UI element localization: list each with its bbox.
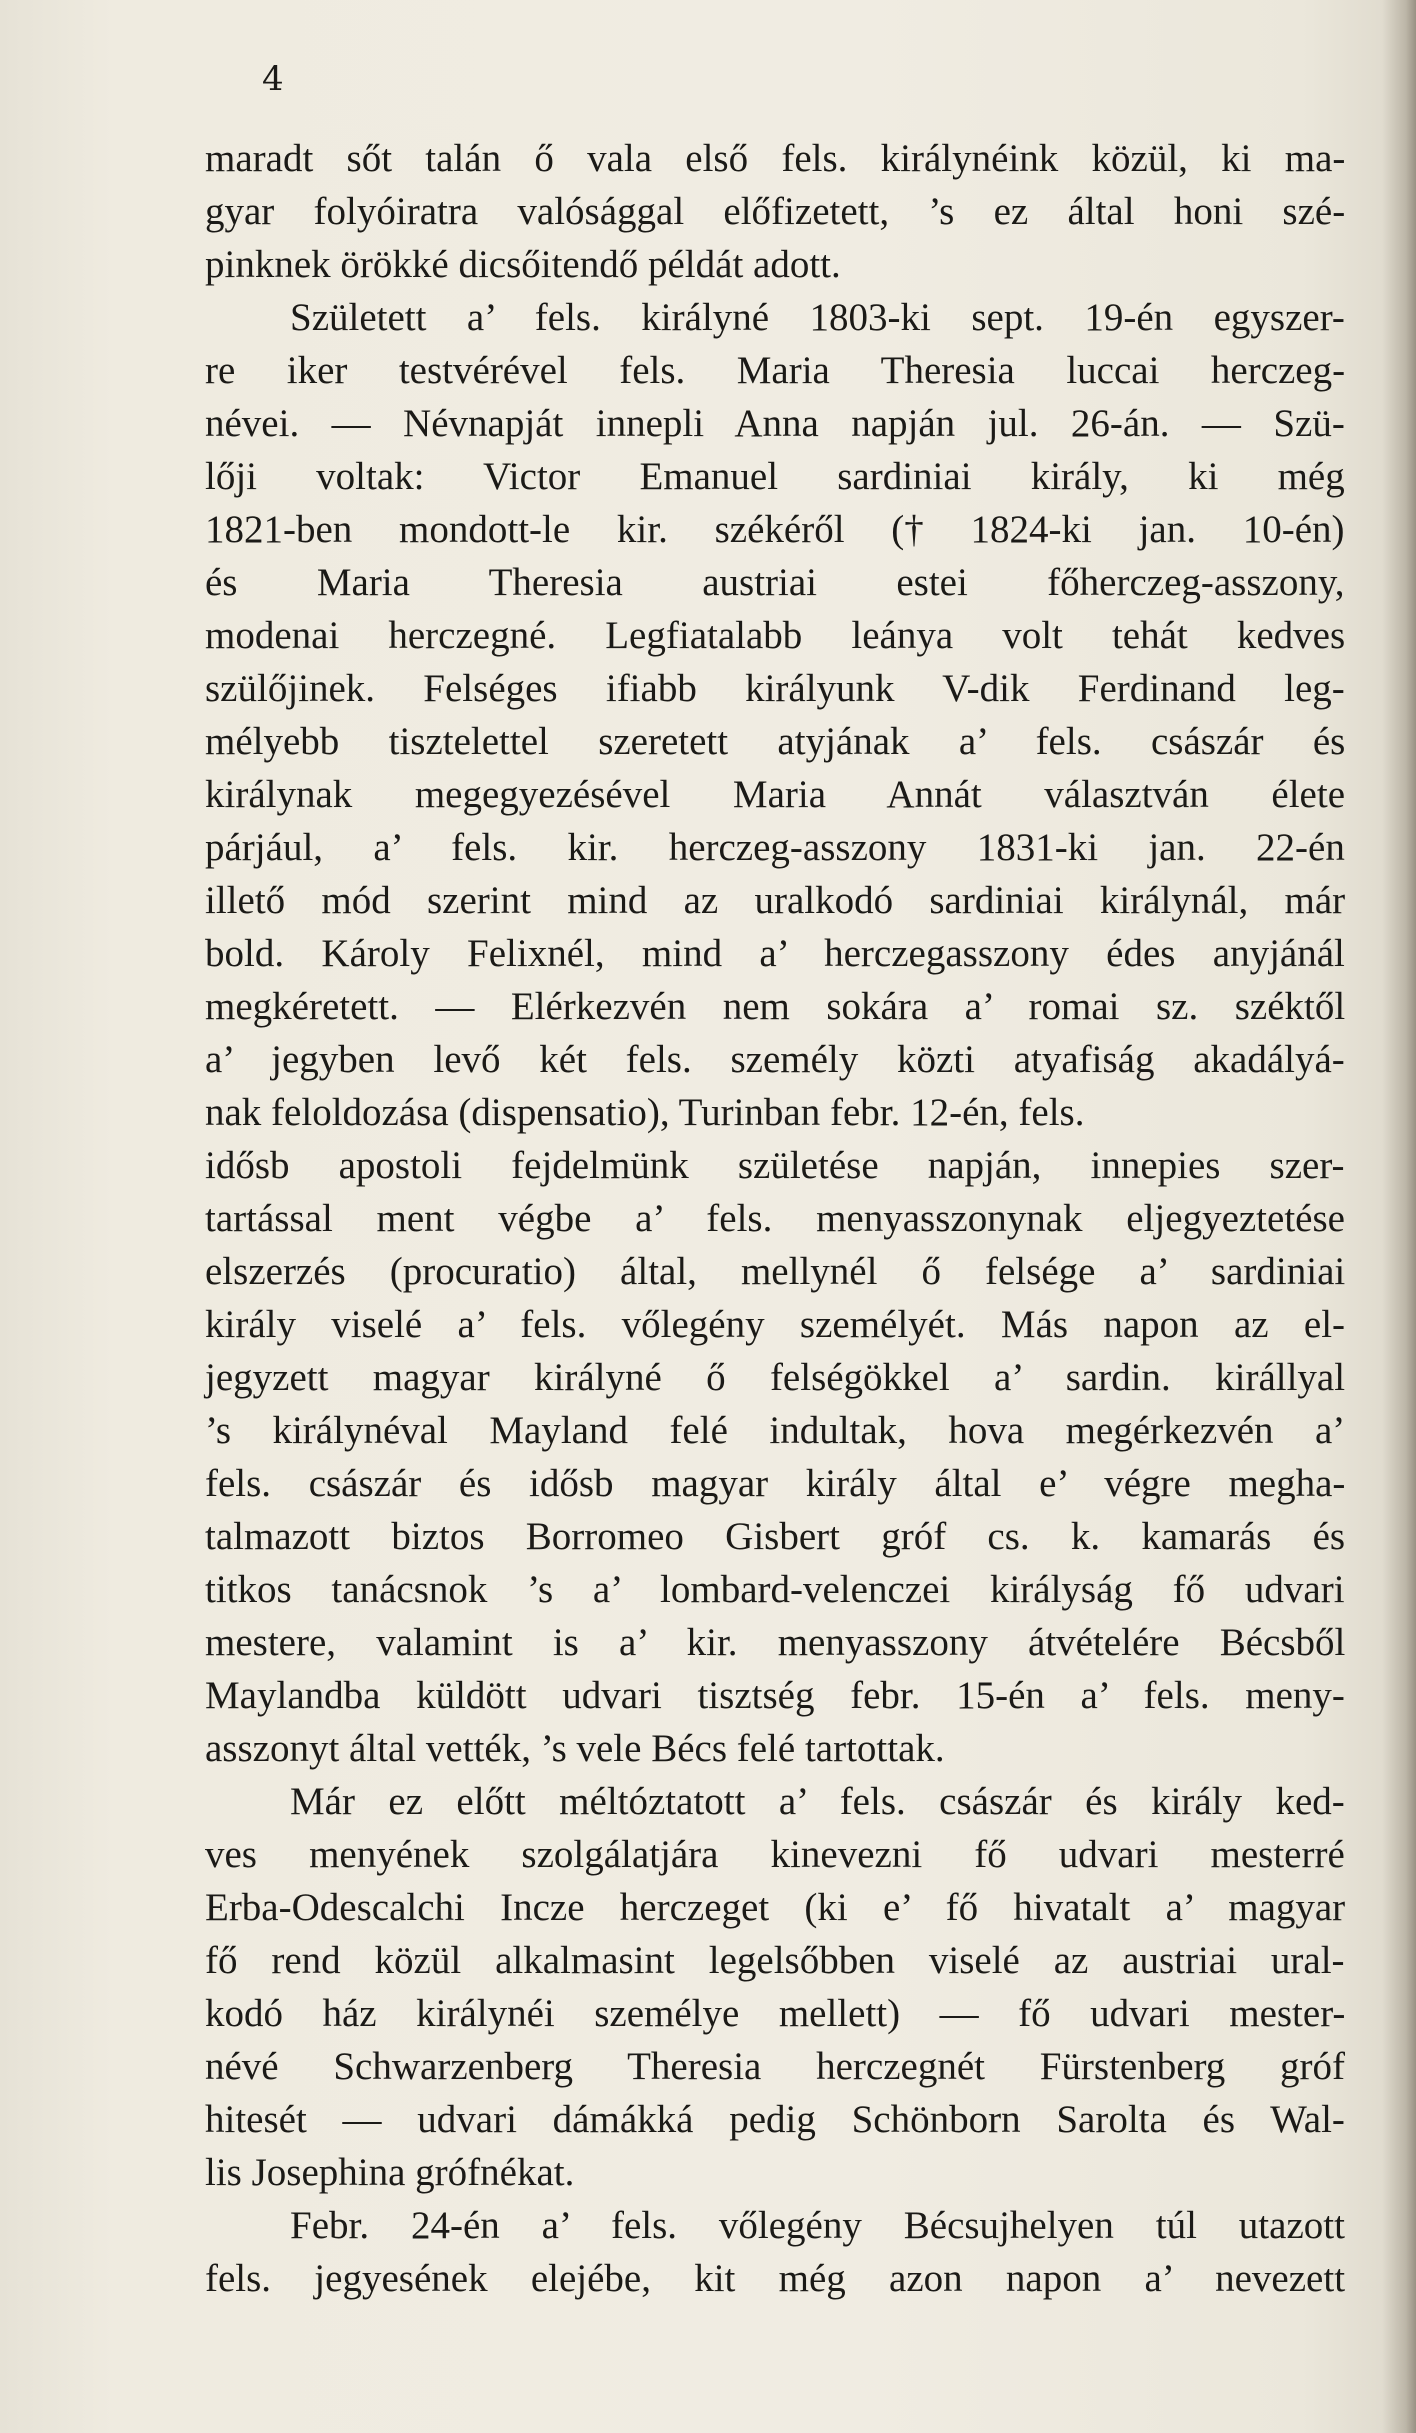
- text-line: idősb apostoli fejdelmünk születése napján, innepies szer-: [205, 1144, 1345, 1187]
- text-line: pinknek örökké dicsőitendő példát adott.: [205, 243, 841, 286]
- text-line: mélyebb tisztelettel szeretett atyjának a’ fels. császár és: [205, 720, 1346, 763]
- text-line: asszonyt által vették, ’s vele Bécs felé tartottak.: [205, 1727, 945, 1770]
- text-line: nak feloldozása (dispensatio), Turinban febr. 12-én, fels.: [205, 1091, 1085, 1134]
- text-line: Született a’ fels. királyné 1803-ki sept. 19-én egyszer-: [290, 296, 1345, 339]
- text-line: mestere, valamint is a’ kir. menyasszony átvételére Bécsből: [205, 1621, 1346, 1664]
- text-line: párjául, a’ fels. kir. herczeg-asszony 1831-ki jan. 22-én: [205, 826, 1345, 869]
- text-line: Maylandba küldött udvari tisztség febr. 15-én a’ fels. meny-: [205, 1674, 1345, 1717]
- text-line: Febr. 24-én a’ fels. vőlegény Bécsujhelyen túl utazott: [290, 2204, 1345, 2247]
- text-line: ves menyének szolgálatjára kinevezni fő udvari mesterré: [205, 1833, 1345, 1876]
- text-line: megkéretett. — Elérkezvén nem sokára a’ romai sz. széktől: [205, 985, 1346, 1028]
- text-line: 1821-ben mondott-le kir. székéről († 1824-ki jan. 10-én): [205, 508, 1345, 551]
- text-line: fő rend közül alkalmasint legelsőbben viselé az austriai ural-: [205, 1939, 1345, 1982]
- text-line: király viselé a’ fels. vőlegény személyét. Más napon az el-: [205, 1303, 1346, 1346]
- text-line: jegyzett magyar királyné ő felségökkel a’ sardin. királlyal: [205, 1356, 1346, 1399]
- text-line: elszerzés (procuratio) által, mellynél ő felsége a’ sardiniai: [205, 1250, 1346, 1293]
- text-line: Erba-Odescalchi Incze herczeget (ki e’ fő hivatalt a’ magyar: [205, 1886, 1346, 1929]
- text-line: modenai herczegné. Legfiatalabb leánya volt tehát kedves: [205, 614, 1346, 657]
- text-line: titkos tanácsnok ’s a’ lombard-velenczei királyság fő udvari: [205, 1568, 1345, 1611]
- text-line: re iker testvérével fels. Maria Theresia luccai herczeg-: [205, 349, 1346, 392]
- text-line: gyar folyóiratra valósággal előfizetett, ’s ez által honi szé-: [205, 190, 1346, 233]
- text-line: fels. császár és idősb magyar király által e’ végre megha-: [205, 1462, 1346, 1505]
- text-line: illető mód szerint mind az uralkodó sardiniai királynál, már: [205, 879, 1346, 922]
- text-line: kodó ház királynéi személye mellett) — fő udvari mester-: [205, 1992, 1346, 2035]
- text-line: bold. Károly Felixnél, mind a’ herczegasszony édes anyjánál: [205, 932, 1345, 975]
- text-line: szülőjinek. Felséges ifiabb királyunk V-dik Ferdinand leg-: [205, 667, 1345, 710]
- text-line: lis Josephina grófnékat.: [205, 2151, 575, 2194]
- text-line: talmazott biztos Borromeo Gisbert gróf cs. k. kamarás és: [205, 1515, 1346, 1558]
- text-line: ’s királynéval Mayland felé indultak, hova megérkezvén a’: [205, 1409, 1346, 1452]
- text-line: és Maria Theresia austriai estei főherczeg-asszony,: [205, 561, 1345, 604]
- text-line: névé Schwarzenberg Theresia herczegnét Fürstenberg gróf: [205, 2045, 1346, 2088]
- text-line: maradt sőt talán ő vala első fels. királynéink közül, ki ma-: [205, 137, 1346, 180]
- text-line: hitesét — udvari dámákká pedig Schönborn Sarolta és Wal-: [205, 2098, 1345, 2141]
- body-text: [205, 132, 1345, 2305]
- page-number: 4: [262, 59, 284, 99]
- text-line: fels. jegyesének elejébe, kit még azon napon a’ nevezett: [205, 2257, 1346, 2300]
- text-line: névei. — Névnapját innepli Anna napján jul. 26-án. — Szü-: [205, 402, 1345, 445]
- text-line: Már ez előtt méltóztatott a’ fels. császár és király ked-: [290, 1780, 1345, 1823]
- text-line: tartással ment végbe a’ fels. menyasszonynak eljegyeztetése: [205, 1197, 1345, 1240]
- text-line: a’ jegyben levő két fels. személy közti atyafiság akadályá-: [205, 1038, 1345, 1081]
- page-edge-shadow: [1382, 0, 1416, 2433]
- text-line: lőji voltak: Victor Emanuel sardiniai király, ki még: [205, 455, 1345, 498]
- text-line: királynak megegyezésével Maria Annát választván élete: [205, 773, 1346, 816]
